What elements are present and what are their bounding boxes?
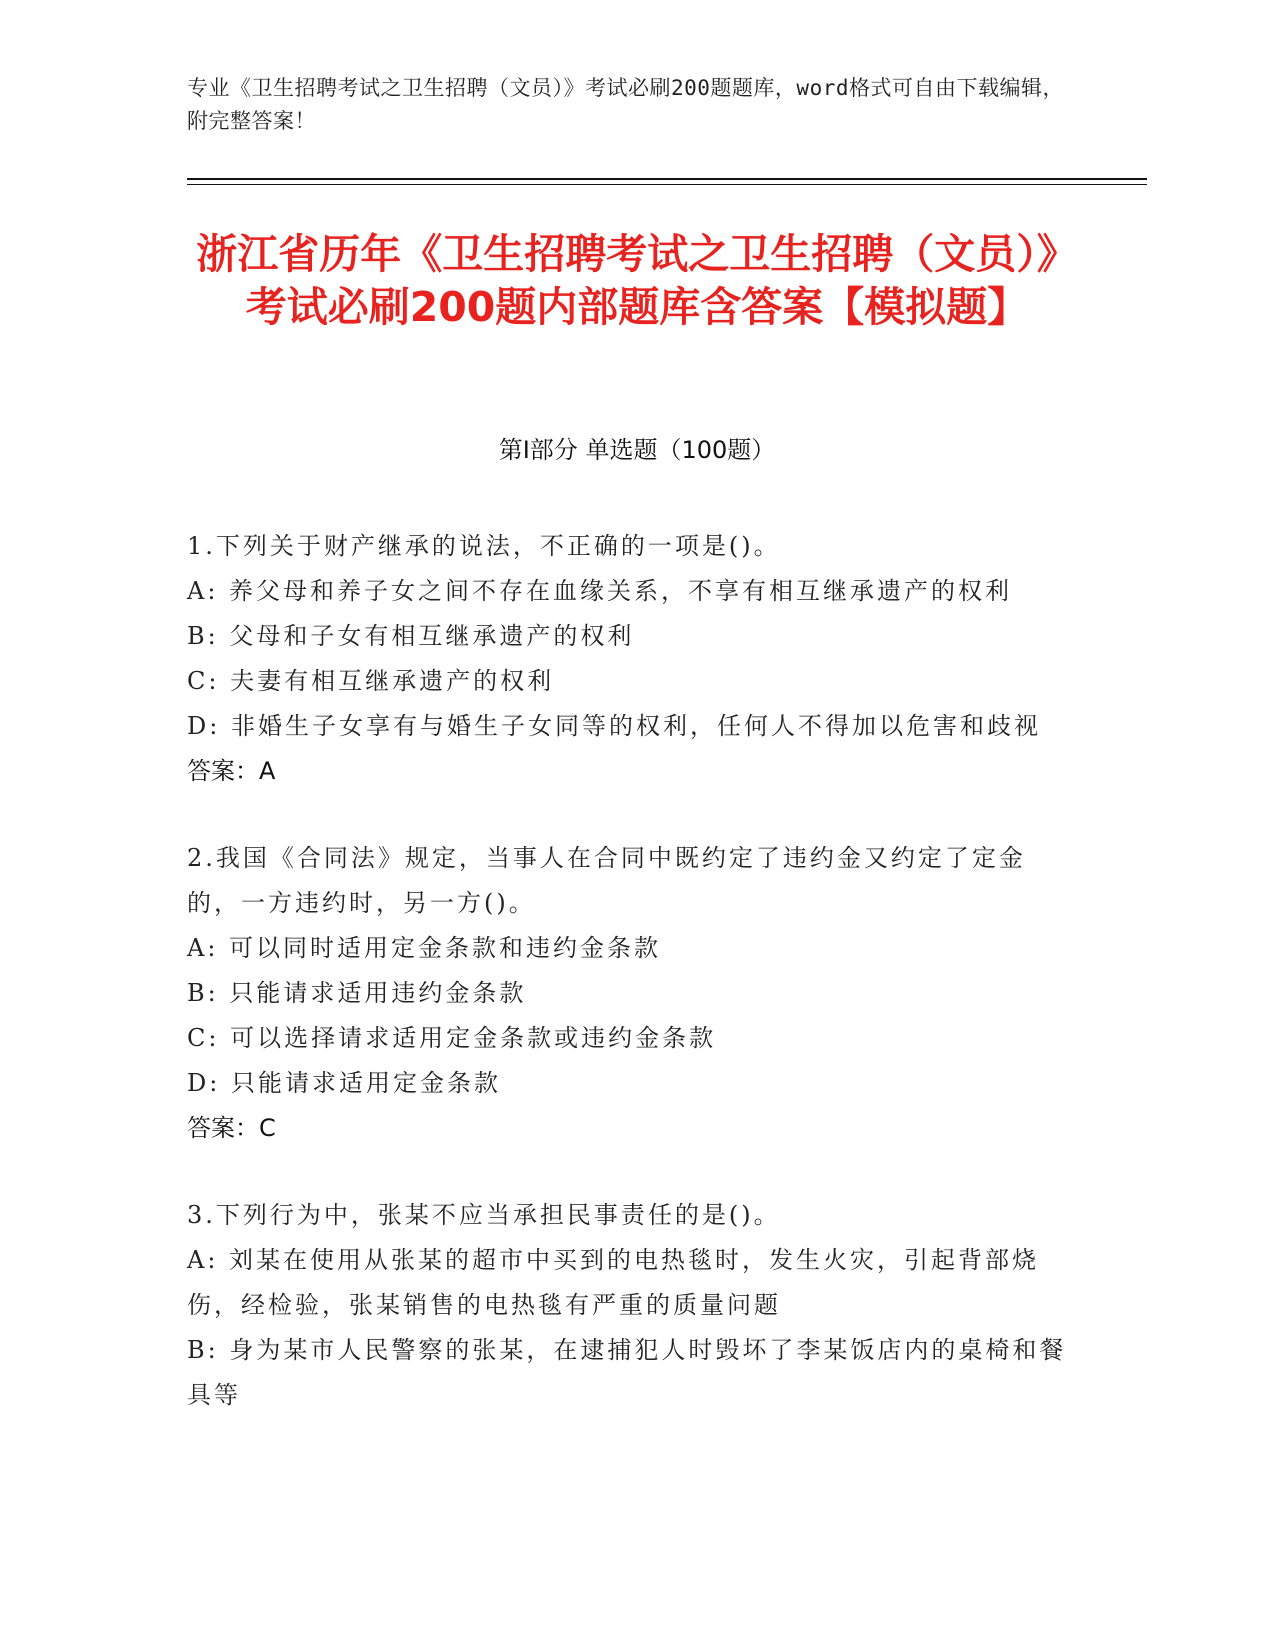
question-stem: 2.我国《合同法》规定，当事人在合同中既约定了违约金又约定了定金的，一方违约时，另一方()。: [187, 844, 1026, 917]
question-list: [187, 524, 1067, 1460]
header-rule-thick: [187, 178, 1147, 180]
answer: 答案：C: [187, 1114, 276, 1142]
option-d: D: 非婚生子女享有与婚生子女同等的权利，任何人不得加以危害和歧视: [187, 712, 1041, 740]
answer: 答案：A: [187, 757, 276, 785]
question-3: [187, 1193, 1067, 1418]
question-2: [187, 836, 1067, 1151]
option-a: A: 可以同时适用定金条款和违约金条款: [187, 934, 662, 962]
question-stem: 3.下列行为中，张某不应当承担民事责任的是()。: [187, 1201, 781, 1229]
question-1: [187, 524, 1067, 794]
header-rule-thin: [187, 184, 1147, 185]
section-title: 第I部分 单选题（100题）: [498, 436, 776, 464]
document-title: 浙江省历年《卫生招聘考试之卫生招聘（文员）》考试必刷200题内部题库含答案【模拟题】: [196, 230, 1078, 331]
option-c: C: 可以选择请求适用定金条款或违约金条款: [187, 1024, 717, 1052]
option-a: A: 刘某在使用从张某的超市中买到的电热毯时，发生火灾，引起背部烧伤，经检验，张某销售的电热毯有严重的质量问题: [187, 1246, 1040, 1319]
option-d: D: 只能请求适用定金条款: [187, 1069, 501, 1097]
option-a: A: 养父母和养子女之间不存在血缘关系，不享有相互继承遗产的权利: [187, 577, 1013, 605]
option-b: B: 只能请求适用违约金条款: [187, 979, 527, 1007]
option-c: C: 夫妻有相互继承遗产的权利: [187, 667, 555, 695]
header-note: 专业《卫生招聘考试之卫生招聘（文员）》考试必刷200题题库，word格式可自由下载编辑，附完整答案！: [187, 76, 1064, 133]
option-b: B: 身为某市人民警察的张某，在逮捕犯人时毁坏了李某饭店内的桌椅和餐具等: [187, 1336, 1067, 1409]
option-b: B: 父母和子女有相互继承遗产的权利: [187, 622, 635, 650]
question-stem: 1.下列关于财产继承的说法，不正确的一项是()。: [187, 532, 781, 560]
